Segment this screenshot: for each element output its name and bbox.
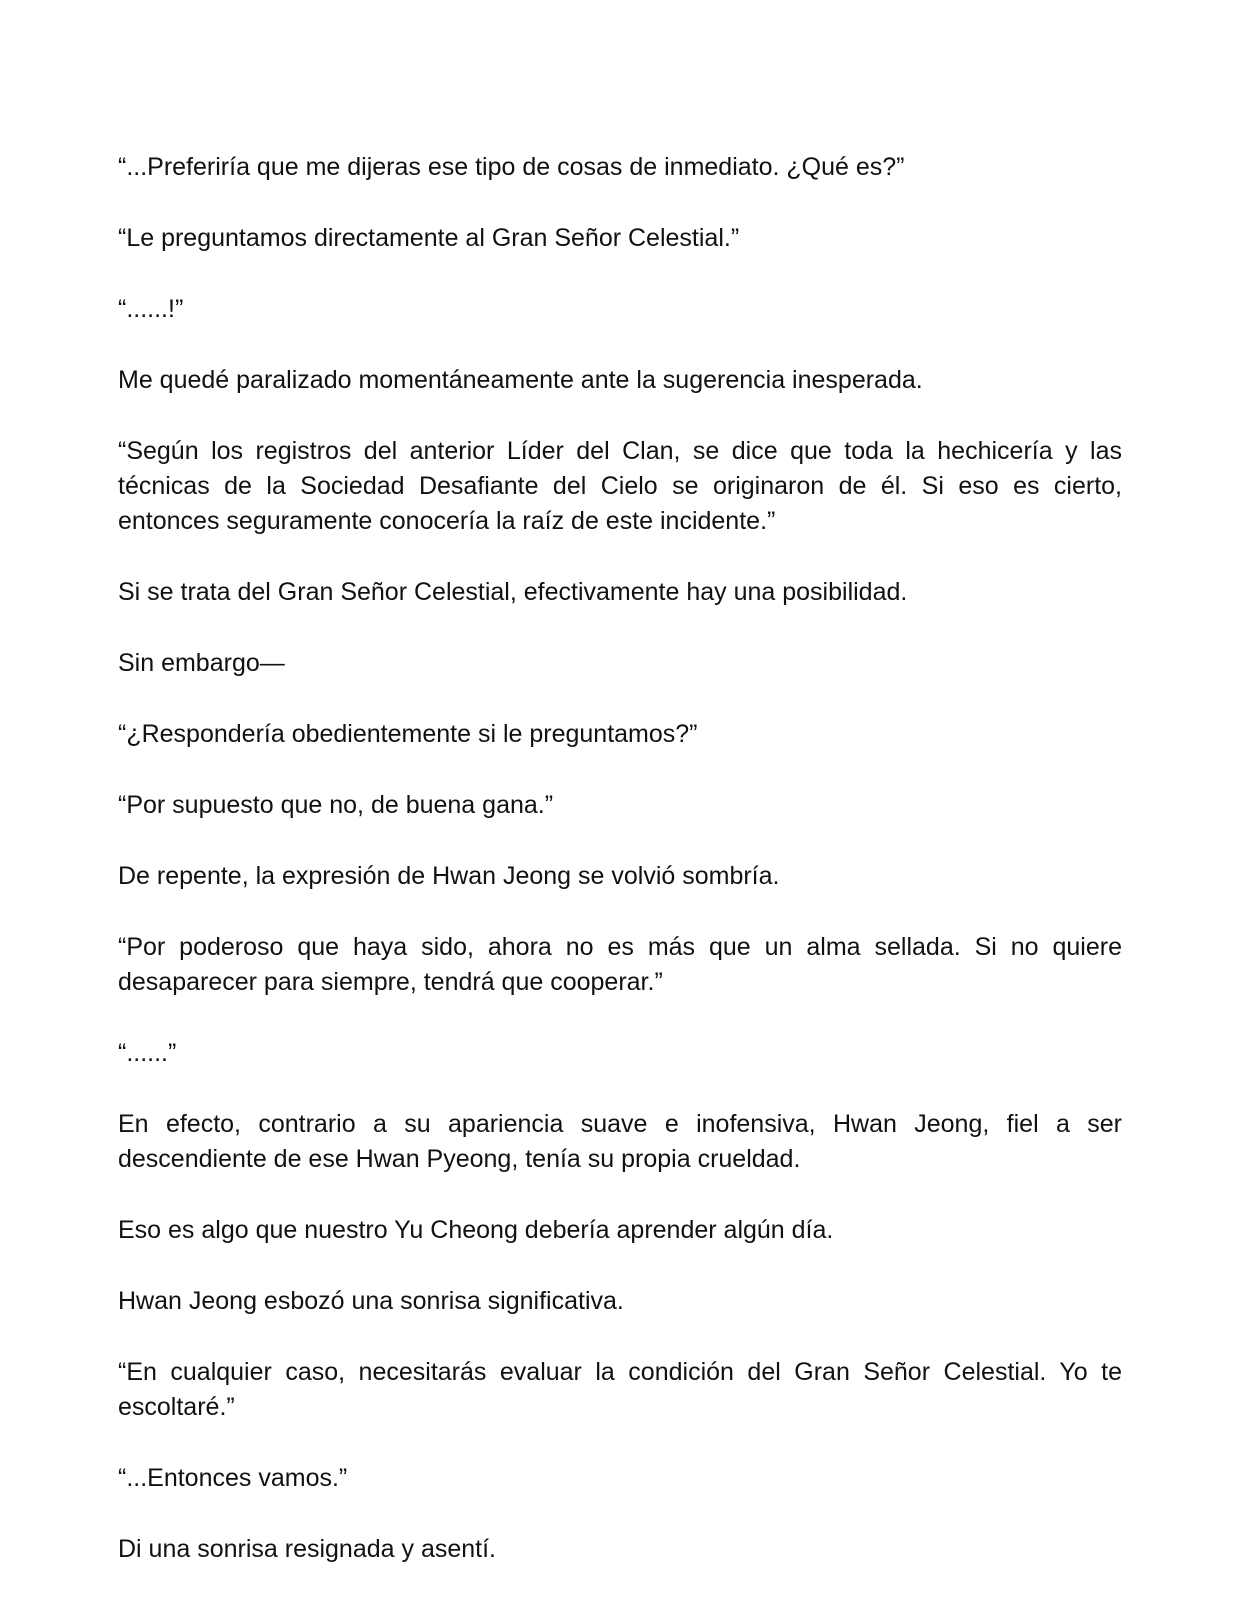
document-body xyxy=(118,150,1122,1603)
paragraph: Si se trata del Gran Señor Celestial, efectivamente hay una posibilidad. xyxy=(118,578,908,606)
paragraph: “Le preguntamos directamente al Gran Señor Celestial.” xyxy=(118,224,740,252)
paragraph: “Por supuesto que no, de buena gana.” xyxy=(118,791,554,819)
paragraph: “......!” xyxy=(118,295,184,323)
paragraph: “...Entonces vamos.” xyxy=(118,1464,348,1492)
paragraph: “En cualquier caso, necesitarás evaluar la condición del Gran Señor Celestial. Yo te escoltaré.” xyxy=(118,1358,1122,1421)
paragraph: Sin embargo— xyxy=(118,649,285,677)
paragraph: “¿Respondería obedientemente si le preguntamos?” xyxy=(118,720,698,748)
paragraph: Di una sonrisa resignada y asentí. xyxy=(118,1535,496,1563)
paragraph: “Por poderoso que haya sido, ahora no es más que un alma sellada. Si no quiere desaparecer para siempre, tendrá que cooperar.” xyxy=(118,933,1122,996)
paragraph: En efecto, contrario a su apariencia suave e inofensiva, Hwan Jeong, fiel a ser descendiente de ese Hwan Pyeong, tenía su propia crueldad. xyxy=(118,1110,1122,1173)
paragraph: De repente, la expresión de Hwan Jeong se volvió sombría. xyxy=(118,862,780,890)
paragraph: Me quedé paralizado momentáneamente ante la sugerencia inesperada. xyxy=(118,366,923,394)
paragraph: Eso es algo que nuestro Yu Cheong debería aprender algún día. xyxy=(118,1216,834,1244)
paragraph: Hwan Jeong esbozó una sonrisa significativa. xyxy=(118,1287,624,1315)
paragraph: “Según los registros del anterior Líder del Clan, se dice que toda la hechicería y las técnicas de la Sociedad Desafiante del Cielo se originaron de él. Si eso es cierto, entonces seguramente conocería la raíz de este incidente.” xyxy=(118,437,1122,535)
paragraph: “......” xyxy=(118,1039,177,1067)
paragraph: “...Preferiría que me dijeras ese tipo de cosas de inmediato. ¿Qué es?” xyxy=(118,153,905,181)
